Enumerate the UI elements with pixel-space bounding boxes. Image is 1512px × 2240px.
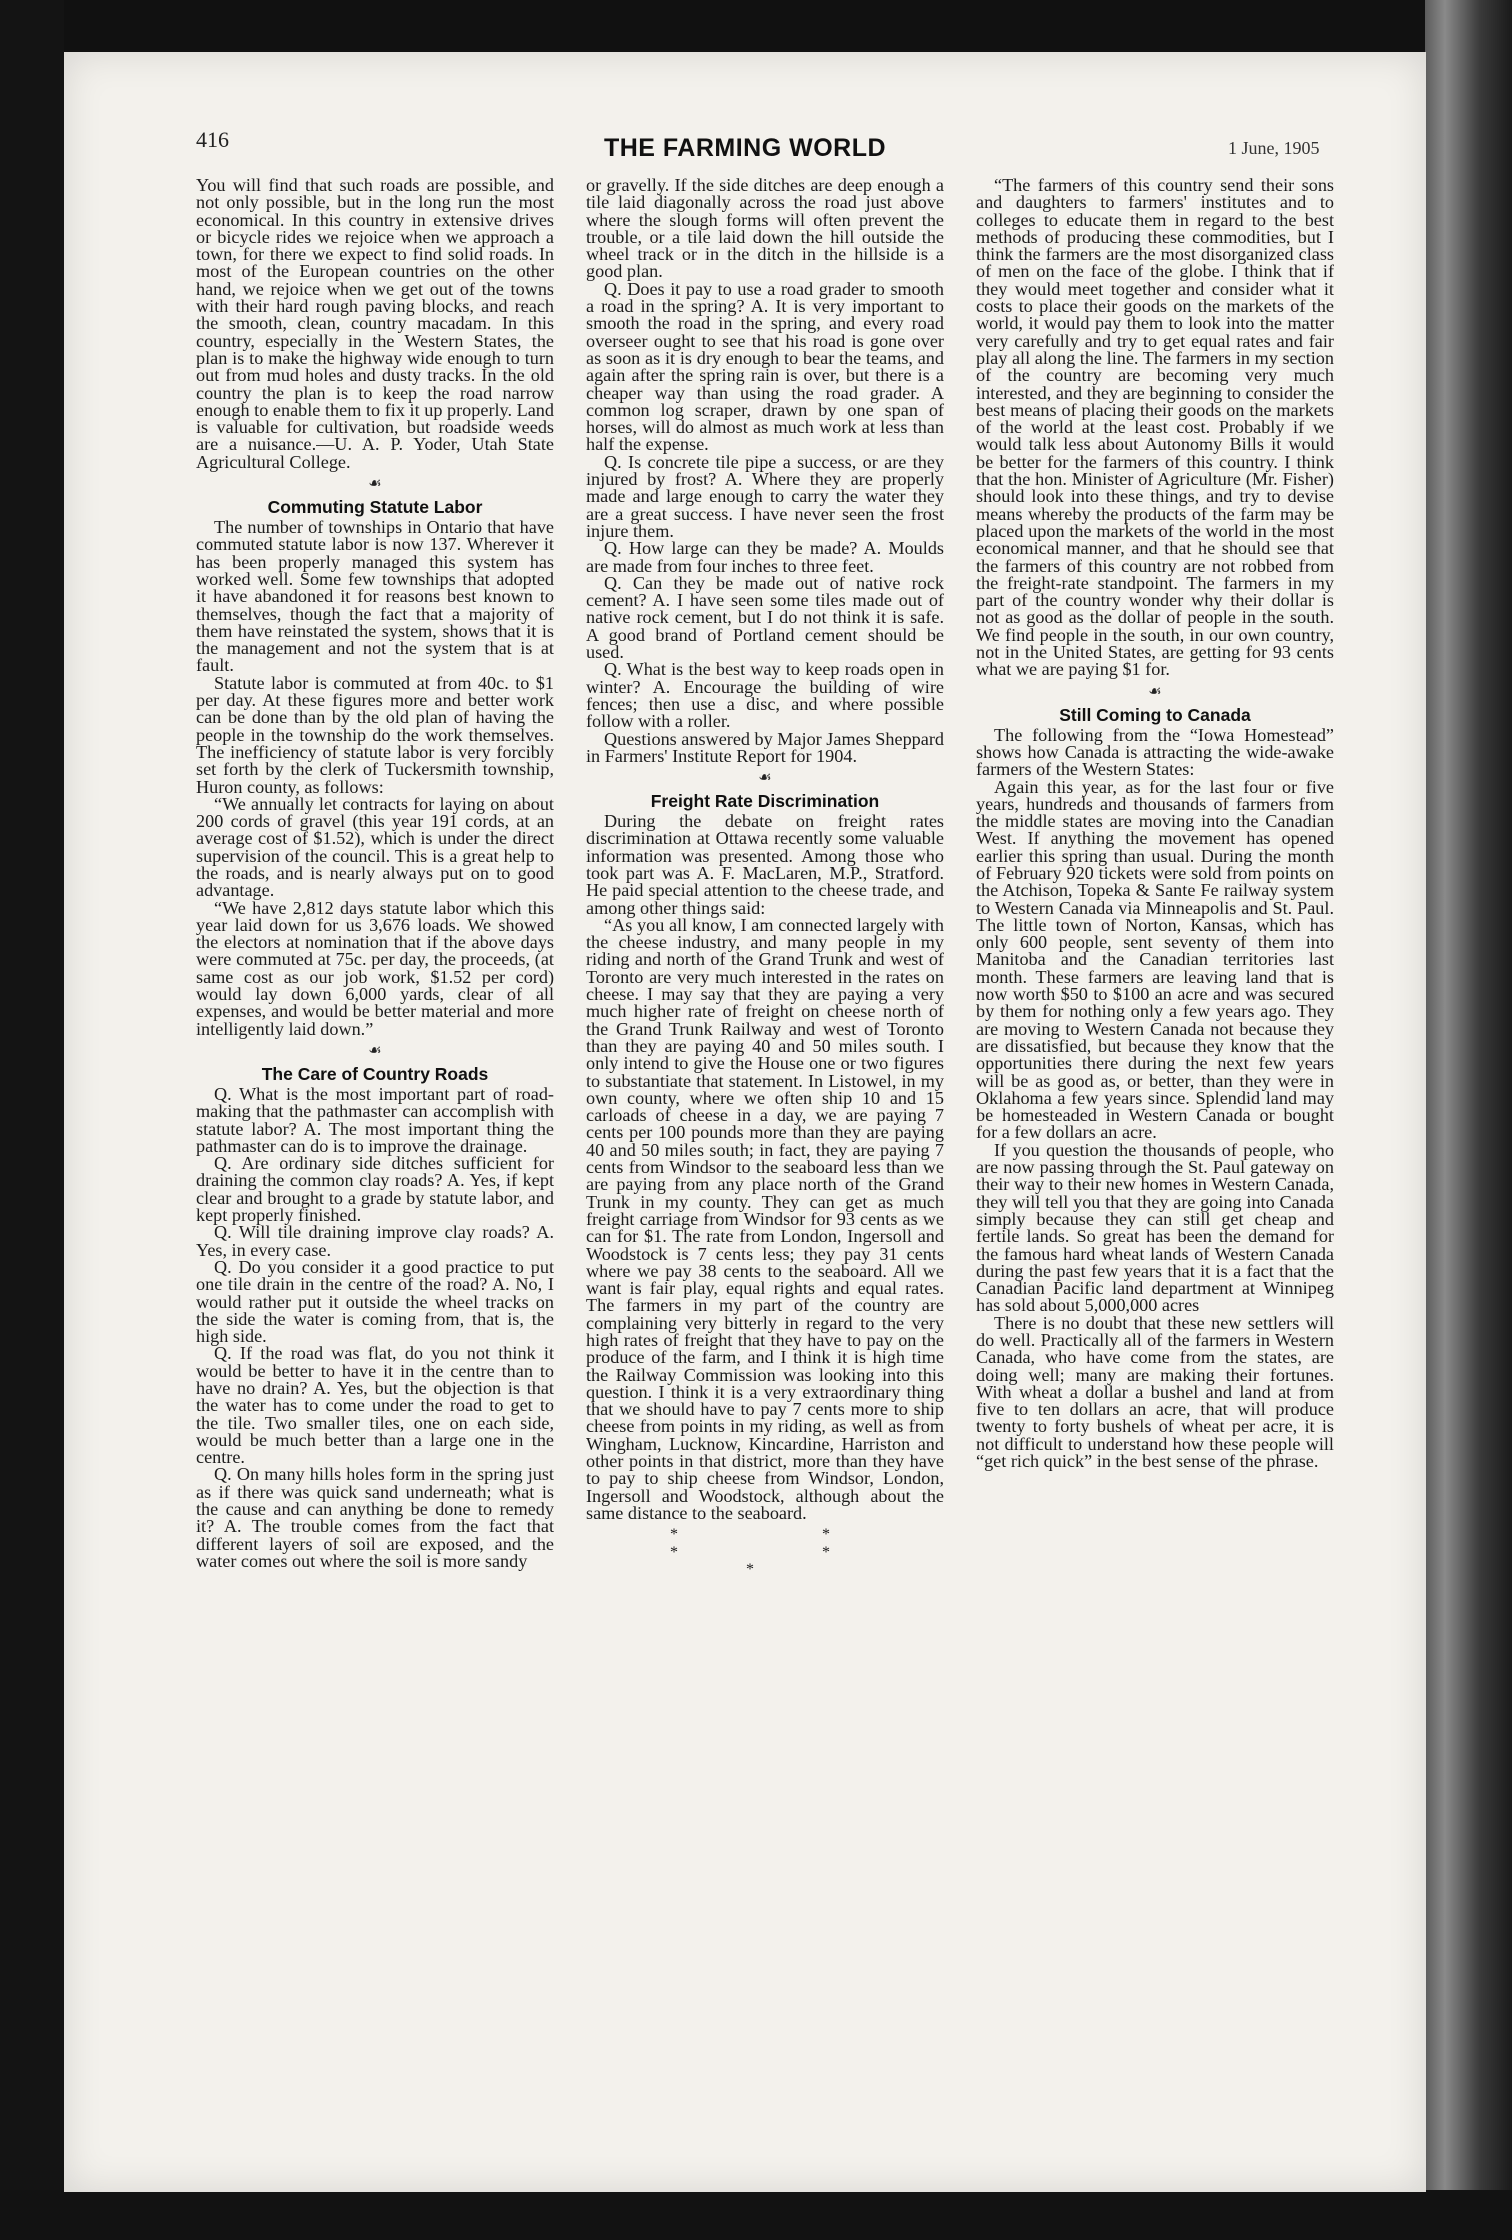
column-3 — [976, 177, 1334, 2167]
article-paragraph: Q. Will tile draining improve clay roads? A. Yes, in every case. — [196, 1222, 554, 1260]
article-paragraph: Q. Does it pay to use a road grader to smooth a road in the spring? A. It is very important to smooth the road in the spring, and every road overseer ought to see that his road is gone over as soon as it is dry enough to bear the teams, and again after the spring rain is over, but there is a cheaper way than using the road grader. A common log scraper, drawn by one span of horses, will do almost as much work at less than half the expense. — [586, 278, 944, 455]
article-paragraph: Q. What is the most important part of road-making that the pathmaster can accomplish with statute labor? A. The most important thing the pathmaster can do is to improve the drainage. — [196, 1083, 554, 1156]
article-paragraph: The following from the “Iowa Homestead” shows how Canada is attracting the wide-awake farmers of the Western States: — [976, 724, 1334, 780]
section-ornament-icon: ☙ — [1148, 683, 1162, 700]
heading-commuting-statute-labor: Commuting Statute Labor — [267, 497, 483, 518]
article-paragraph: “The farmers of this country send their sons and daughters to farmers' institutes and to colleges to educate them in regard to the best methods of producing these commodities, but I think the farmers are the most disorganized class of men on the face of the globe. I think that if they would meet together and consider what it costs to place their goods on the markets of the world, it would pay them to look into the matter very carefully and try to get equal rates and fair play all along the line. The farmers in my section of the country are becoming very much interested, and they are beginning to consider the best means of placing their goods on the markets of the world at the least cost. Probably if we would talk less about Autonomy Bills it would be better for the farmers of this country. I think that the hon. Minister of Agriculture (Mr. Fisher) should look into these things, and try to devise means whereby the products of the farm may be placed upon the markets of the world in the most economical manner, and that he should see that the farmers of this country are not robbed from the freight-rate standpoint. The farmers in my part of the country wonder why their dollar is not as good as the dollar of people in the south. We find people in the south, in our own country, not in the United States, are getting for 93 cents what we are paying $1 for. — [976, 177, 1334, 680]
article-paragraph: Statute labor is commuted at from 40c. to $1 per day. At these figures more and better work can be done than by the old plan of having the people in the township do the work themselves. The inefficiency of statute labor is very forcibly set forth by the clerk of Tuckersmith township, Huron county, as follows: — [196, 672, 554, 797]
journal-title: THE FARMING WORLD — [603, 134, 887, 162]
article-paragraph: Q. Do you consider it a good practice to put one tile drain in the centre of the road? A. No, I would rather put it outside the wheel tracks on the side the water is coming from, that is, the high side. — [196, 1256, 554, 1347]
article-paragraph: Q. Are ordinary side ditches sufficient for draining the common clay roads? A. Yes, if kept clear and brought to a grade by statute labor, and kept properly finished. — [196, 1153, 554, 1226]
issue-date: 1 June, 1905 — [1228, 138, 1320, 158]
scan-border-top — [0, 0, 1512, 52]
article-paragraph: “As you all know, I am connected largely with the cheese industry, and many people in my riding and north of the Grand Trunk and west of Toronto are very much interested in the rates on cheese. I may say that they are paying a very much higher rate of freight on cheese north of the Grand Trunk Railway and west of Toronto than they are paying 40 and 50 miles south. I only intend to give the House one or two figures to substantiate that statement. In Listowel, in my own county, where we often ship 10 and 15 carloads of cheese in a day, we are paying 7 cents per 100 pounds more than they are paying 40 and 50 miles south; in fact, they are paying 7 cents from Windsor to the seaboard less than we are paying from any place north of the Grand Trunk in my county. They can get as much freight carriage from Windsor for 93 cents as we can for $1. The rate from London, Ingersoll and Woodstock is 7 cents less; they pay 31 cents where we pay 38 cents to the seaboard. All we want is fair play, equal rights and equal rates. The farmers in my part of the country are complaining very bitterly in regard to the very high rates of freight that they have to pay on the produce of the farm, and I think it is high time the Railway Commission was looking into this question. I think it is a very extraordinary thing that we should have to pay 7 cents more to ship cheese from points in my riding, as well as from Wingham, Lucknow, Kincardine, Harriston and other points in that district, more than they have to pay to ship cheese from Windsor, London, Ingersoll and Woodstock, although about the same distance to the seaboard. — [586, 914, 944, 1523]
article-paragraph: or gravelly. If the side ditches are deep enough a tile laid diagonally across the road just above where the slough forms will often prevent the trouble, or a tile laid down the hill outside the wheel track or in the ditch in the hillside is a good plan. — [586, 177, 944, 282]
article-paragraph: Again this year, as for the last four or five years, hundreds and thousands of farmers from the middle states are moving into the Canadian West. If anything the movement has opened earlier this spring than usual. During the month of February 920 tickets were sold from points on the Atchison, Topeka & Sante Fe railway system to Western Canada via Minneapolis and St. Paul. The little town of Norton, Kansas, which has only 600 people, sent seventy of them into Manitoba and the Canadian territories last month. These farmers are leaving land that is now worth $50 to $100 an acre and was secured by them for nothing only a few years ago. They are moving to Western Canada not because they are dissatisfied, but because they know that the opportunities there during the next few years will be as good as, or better, than they were in Oklahoma a few years since. Splendid land may be homesteaded in Western Canada or bought for a few dollars an acre. — [976, 776, 1334, 1143]
section-ornament-icon: ☙ — [368, 1042, 382, 1059]
article-paragraph: During the debate on freight rates discrimination at Ottawa recently some valuable information was presented. Among those who took part was A. F. MacLaren, M.P., Stratford. He paid special attention to the cheese trade, and among other things said: — [586, 811, 944, 918]
magazine-page — [64, 52, 1426, 2192]
page-header — [64, 52, 1426, 162]
page-number: 416 — [196, 127, 229, 152]
article-paragraph: Q. On many hills holes form in the spring just as if there was quick sand underneath; what is the cause and can anything be done to remedy it? A. The trouble comes from the fact that different layers of soil are exposed, and the water comes out where the soil is more sandy — [196, 1464, 554, 1571]
heading-still-coming-to-canada: Still Coming to Canada — [1059, 704, 1251, 725]
section-ornament-icon: ☙ — [368, 476, 382, 493]
article-paragraph: “We annually let contracts for laying on about 200 cords of gravel (this year 191 cords, at an average cost of $1.52), which is under the direct supervision of the council. This is a great help to the roads, and is nearly always put on to good advantage. — [196, 793, 554, 901]
article-paragraph: “We have 2,812 days statute labor which this year laid down for us 3,676 loads. We showed the electors at nomination that if the above days were commuted at 75c. per day, the proceeds, (at same cost as our job work, $1.52 per cord) would lay down 6,000 yards, clear of all expenses, and would be better material and more intelligently laid down.” — [196, 897, 554, 1039]
article-paragraph: There is no doubt that these new settlers will do well. Practically all of the farmers in Western Canada, who have come from the states, are doing well; many are making their fortunes. With wheat a dollar a bushel and land at from five to ten dollars an acre, that will produce twenty to forty bushels of wheat per acre, it is not difficult to understand how these people will “get rich quick” in the best sense of the phrase. — [976, 1312, 1334, 1472]
ellipsis-stars: * * * * * — [670, 1526, 900, 1578]
article-paragraph: Q. Can they be made out of native rock cement? A. I have seen some tiles made out of native rock cement, but I do not think it is safe. A good brand of Portland cement should be used. — [586, 572, 944, 663]
scan-border-left — [0, 0, 64, 2240]
article-paragraph: You will find that such roads are possible, and not only possible, but in the long run the most economical. In this country in extensive drives or bicycle rides we rejoice when we approach a town, for there we expect to find solid roads. In most of the European countries on the other hand, we rejoice when we get out of the towns with their hard rough paving blocks, and reach the smooth, clean, country macadam. In this country, especially in the Western States, the plan is to make the highway wide enough to turn out from mud holes and dusty tracks. In the old country the plan is to keep the road narrow enough to enable them to fix it up properly. Land is valuable for cultivation, but roadside weeds are a nuisance.—U. A. P. Yoder, Utah State Agricultural College. — [196, 177, 554, 472]
column-1 — [196, 177, 554, 2167]
article-paragraph: The number of townships in Ontario that have commuted statute labor is now 137. Wherever it has been properly managed this system has worked well. Some few townships that adopted it have abandoned it for reasons best known to themselves, though the fact that a majority of them have reinstated the system, shows that it is the management and not the system that is at fault. — [196, 517, 554, 676]
column-2 — [586, 177, 944, 2167]
article-paragraph: Q. If the road was flat, do you not think it would be better to have it in the centre than to have no drain? A. Yes, but the objection is that the water has to come under the road to get to the tile. Two smaller tiles, one on each side, would be much better than a large one in the centre. — [196, 1343, 554, 1468]
heading-care-of-country-roads: The Care of Country Roads — [261, 1063, 489, 1084]
scan-border-bottom — [0, 2190, 1512, 2240]
article-paragraph: Q. Is concrete tile pipe a success, or are they injured by frost? A. Where they are properly made and large enough to carry the water they are a great success. I have never seen the frost injure them. — [586, 451, 944, 541]
scan-border-right — [1425, 0, 1512, 2240]
article-credit: Questions answered by Major James Sheppard in Farmers' Institute Report for 1904. — [586, 728, 944, 766]
section-ornament-icon: ☙ — [758, 770, 772, 787]
heading-freight-rate-discrimination: Freight Rate Discrimination — [650, 791, 880, 812]
article-paragraph: Q. How large can they be made? A. Moulds are made from four inches to three feet. — [586, 538, 944, 576]
article-paragraph: Q. What is the best way to keep roads open in winter? A. Encourage the building of wire fences; then use a disc, and where possible follow with a roller. — [586, 659, 944, 732]
article-paragraph: If you question the thousands of people, who are now passing through the St. Paul gateway on their way to their new homes in Western Canada, they will tell you that they are going into Canada simply because they can still get cheap and fertile lands. So great has been the demand for the famous hard wheat lands of Western Canada during the past few years that it is a fact that the Canadian Pacific land department at Winnipeg has sold about 5,000,000 acres — [976, 1139, 1334, 1316]
